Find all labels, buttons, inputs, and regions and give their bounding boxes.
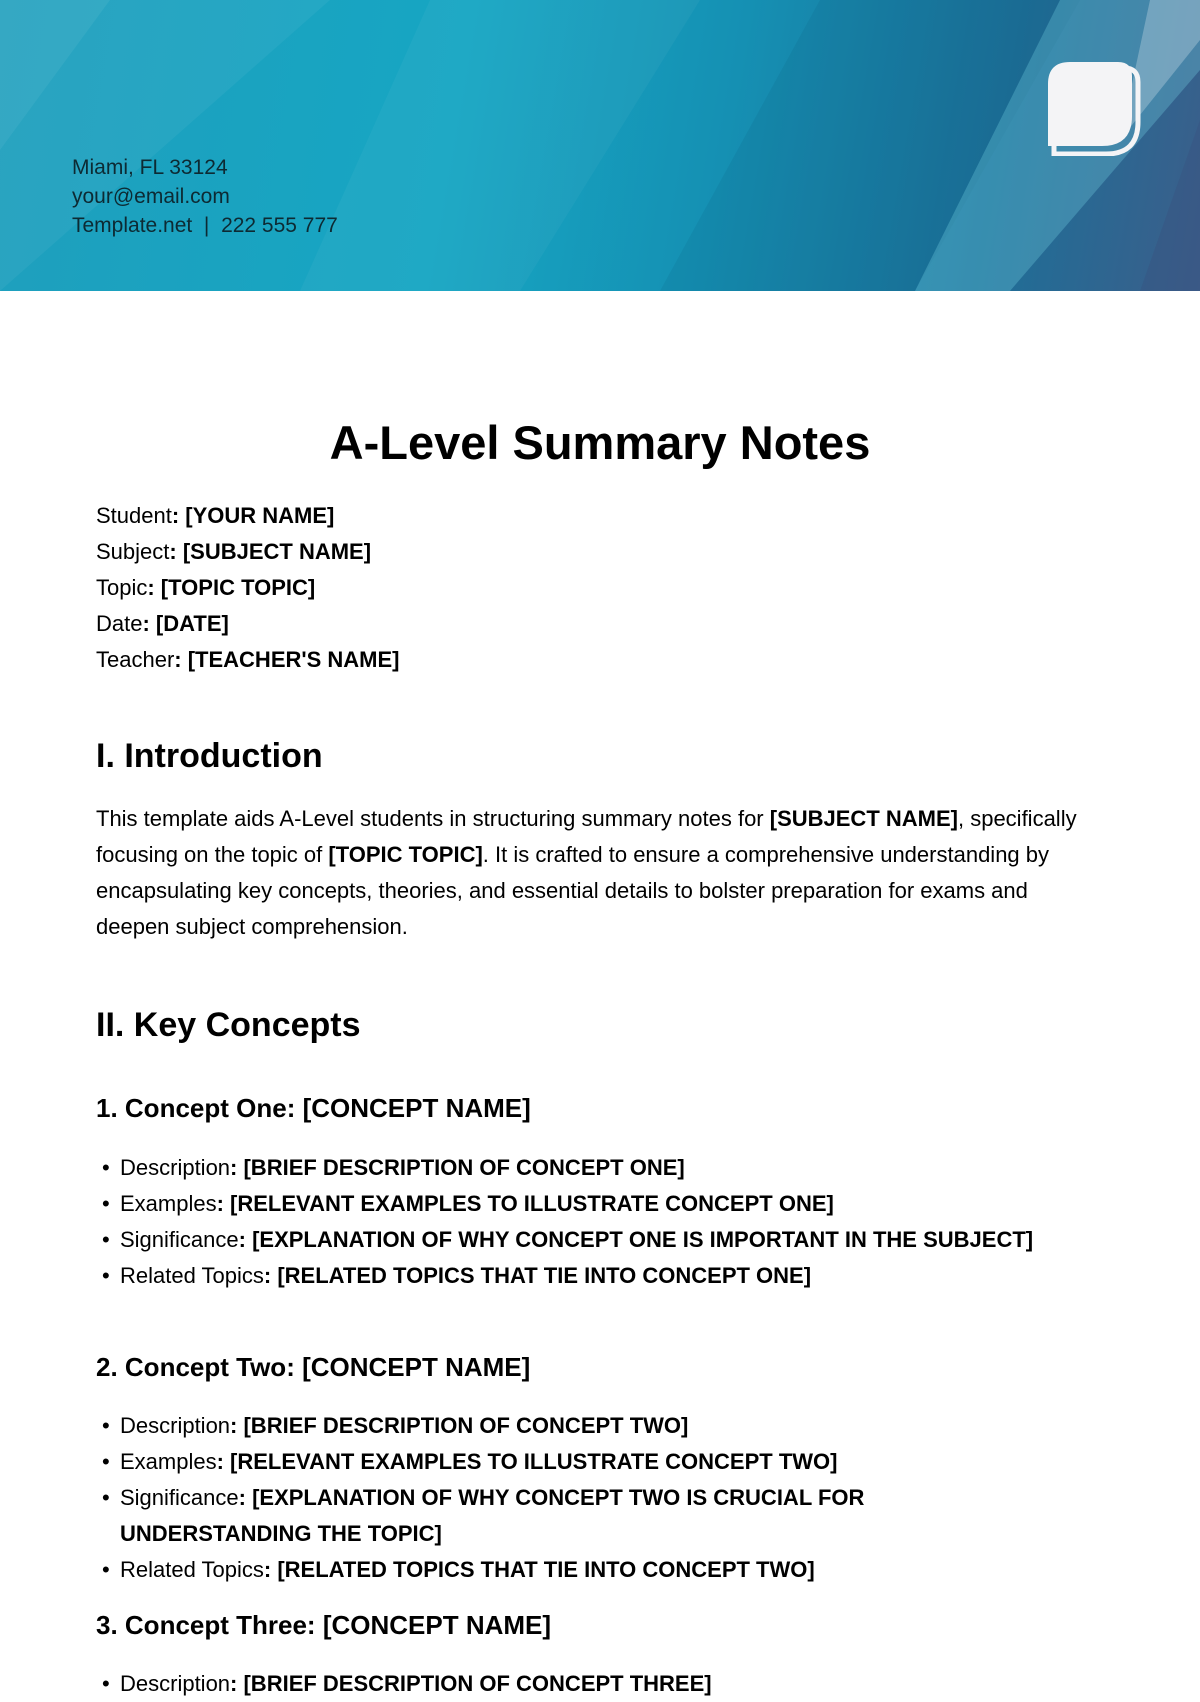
item-value: : [EXPLANATION OF WHY CONCEPT ONE IS IMPORTANT IN THE SUBJECT] xyxy=(238,1227,1034,1252)
meta-teacher xyxy=(96,642,400,678)
item-label: Significance xyxy=(120,1227,239,1252)
concept-one-heading: 1. Concept One: [CONCEPT NAME] xyxy=(96,1093,531,1123)
list-item xyxy=(96,1444,1056,1480)
item-label: Description xyxy=(120,1413,231,1438)
concept-three-heading: 3. Concept Three: [CONCEPT NAME] xyxy=(96,1610,552,1640)
item-value: : [RELEVANT EXAMPLES TO ILLUSTRATE CONCEPT ONE] xyxy=(216,1191,834,1216)
email: your@email.com xyxy=(72,185,230,208)
meta-student xyxy=(96,498,400,534)
meta-label: Date xyxy=(96,611,143,636)
website: Template.net xyxy=(72,214,193,237)
introduction-paragraph xyxy=(96,801,1096,945)
item-label: Description xyxy=(120,1155,231,1180)
meta-value: : [SUBJECT NAME] xyxy=(169,539,372,564)
list-item xyxy=(96,1222,1056,1258)
meta-label: Topic xyxy=(96,575,148,600)
intro-text: . It is crafted to ensure a comprehensive understanding by encapsulating key concepts, theories, and essential details to bolster preparation for exams and deepen subject comprehension. xyxy=(96,842,1050,939)
meta-value: : [TEACHER'S NAME] xyxy=(174,647,400,672)
meta-value: : [TOPIC TOPIC] xyxy=(147,575,316,600)
concept-one-list xyxy=(96,1150,1056,1294)
concept-three-list xyxy=(96,1666,1056,1702)
list-item xyxy=(96,1480,1056,1552)
meta-label: Teacher xyxy=(96,647,175,672)
phone: 222 555 777 xyxy=(221,214,338,237)
meta-subject xyxy=(96,534,400,570)
contact-info xyxy=(72,153,338,240)
concept-two-list xyxy=(96,1408,1056,1588)
list-item xyxy=(96,1666,1056,1702)
intro-bold: [SUBJECT NAME] xyxy=(769,806,958,831)
intro-bold: [TOPIC TOPIC] xyxy=(328,842,483,867)
item-value: : [EXPLANATION OF WHY CONCEPT TWO IS CRUCIAL FOR UNDERSTANDING THE TOPIC] xyxy=(120,1485,865,1546)
item-label: Related Topics xyxy=(120,1557,264,1582)
leaf-logo-icon xyxy=(1046,60,1142,156)
item-value: : [RELATED TOPICS THAT TIE INTO CONCEPT ONE] xyxy=(263,1263,812,1288)
website-phone-line xyxy=(72,211,338,240)
list-item xyxy=(96,1150,1056,1186)
page-title: A-Level Summary Notes xyxy=(329,416,871,469)
banner-decoration xyxy=(0,0,1200,291)
intro-text: , specifically focusing on the topic of xyxy=(96,806,1077,867)
item-value: : [BRIEF DESCRIPTION OF CONCEPT TWO] xyxy=(230,1413,689,1438)
item-value: : [RELATED TOPICS THAT TIE INTO CONCEPT TWO] xyxy=(263,1557,815,1582)
header-banner xyxy=(0,0,1200,291)
item-value: : [BRIEF DESCRIPTION OF CONCEPT ONE] xyxy=(230,1155,685,1180)
list-item xyxy=(96,1258,1056,1294)
list-item xyxy=(96,1408,1056,1444)
meta-label: Subject xyxy=(96,539,170,564)
item-value: : [BRIEF DESCRIPTION OF CONCEPT THREE] xyxy=(230,1671,712,1696)
list-item xyxy=(96,1186,1056,1222)
item-label: Examples xyxy=(120,1449,217,1474)
item-label: Significance xyxy=(120,1485,239,1510)
meta-topic xyxy=(96,570,400,606)
meta-value: : [DATE] xyxy=(142,611,229,636)
meta-block xyxy=(96,498,400,678)
key-concepts-heading: II. Key Concepts xyxy=(96,1006,361,1044)
item-label: Description xyxy=(120,1671,231,1696)
item-label: Examples xyxy=(120,1191,217,1216)
separator: | xyxy=(203,214,210,237)
meta-value: : [YOUR NAME] xyxy=(171,503,335,528)
item-value: : [RELEVANT EXAMPLES TO ILLUSTRATE CONCEPT TWO] xyxy=(216,1449,838,1474)
item-label: Related Topics xyxy=(120,1263,264,1288)
concept-two-heading: 2. Concept Two: [CONCEPT NAME] xyxy=(96,1352,531,1382)
address: Miami, FL 33124 xyxy=(72,156,228,179)
introduction-heading: I. Introduction xyxy=(96,737,323,775)
intro-text: This template aids A-Level students in structuring summary notes for xyxy=(96,806,770,831)
meta-date xyxy=(96,606,400,642)
meta-label: Student xyxy=(96,503,172,528)
list-item xyxy=(96,1552,1056,1588)
